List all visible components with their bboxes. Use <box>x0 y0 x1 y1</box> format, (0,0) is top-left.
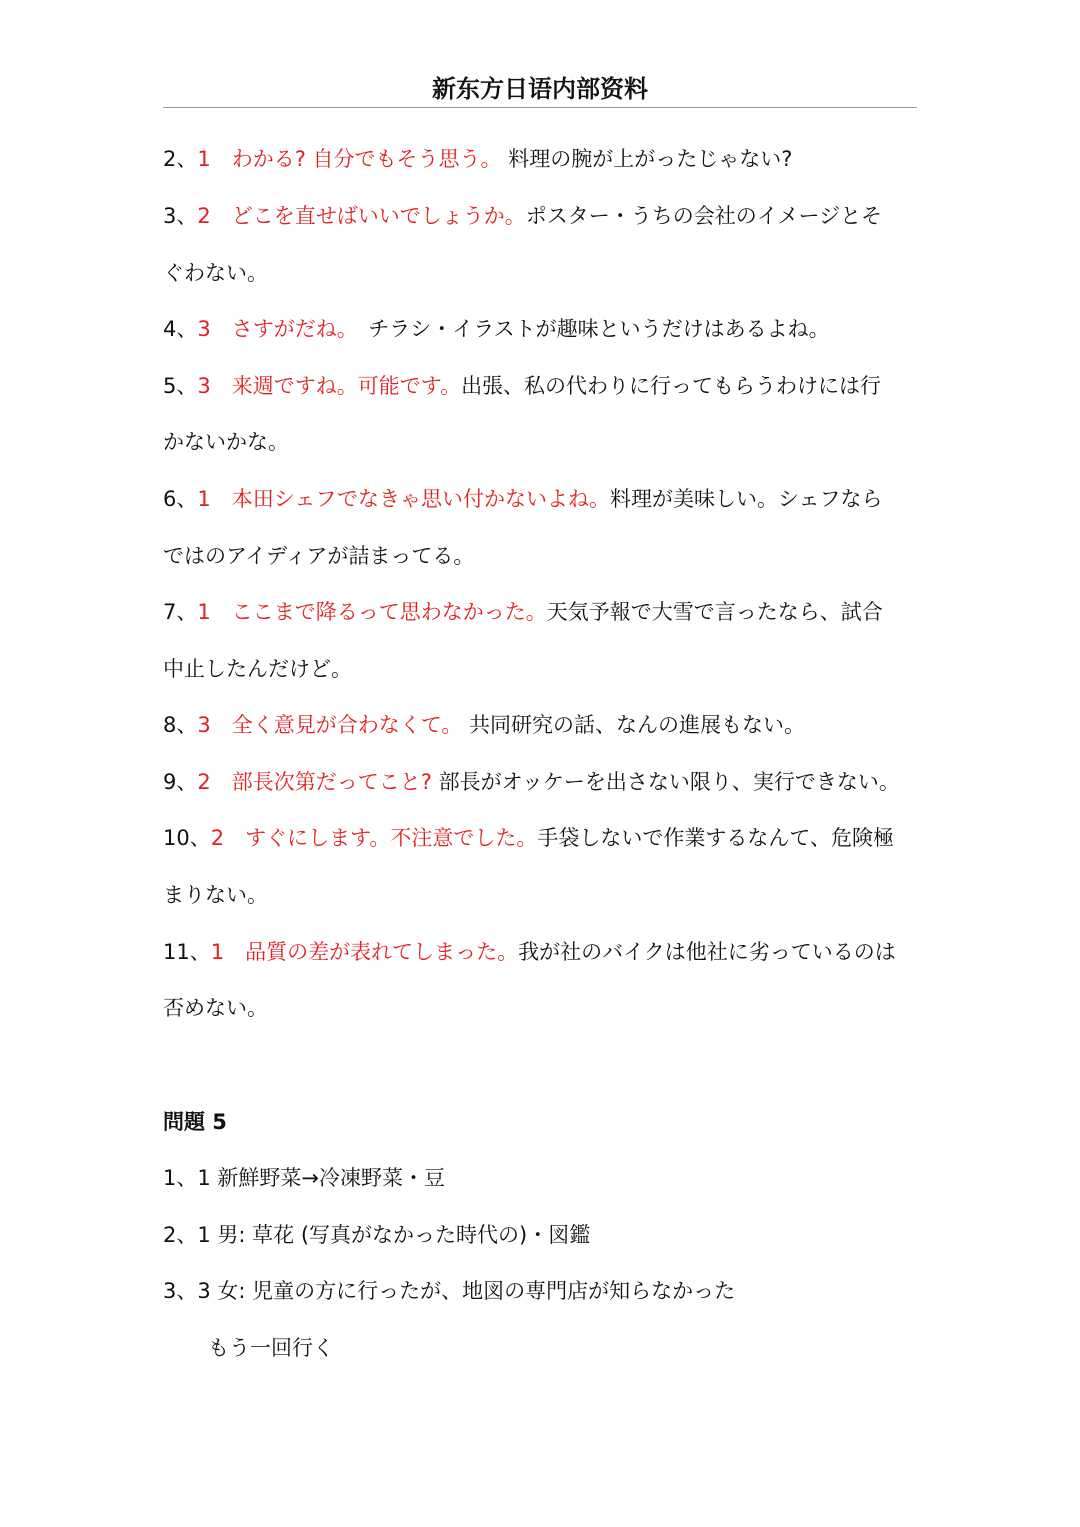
answer-choice: 2 どこを直せばいいでしょうか。 <box>197 204 526 228</box>
section-line: 3、3 女: 児童の方に行ったが、地図の専門店が知らなかった <box>163 1279 736 1303</box>
section-line: 1、1 新鮮野菜→冷凍野菜・豆 <box>163 1166 445 1190</box>
answer-line <box>163 823 923 853</box>
item-text: 我が社のバイクは他社に劣っているのは <box>518 940 896 964</box>
item-text: 手袋しないで作業するなんて、危険極 <box>537 826 895 850</box>
item-text: 出張、私の代わりに行ってもらうわけには行 <box>461 374 882 398</box>
header-divider <box>163 107 917 108</box>
answer-line <box>163 201 923 231</box>
item-text: チラシ・イラストが趣味というだけはあるよね。 <box>347 317 830 341</box>
section-line: 2、1 男: 草花 (写真がなかった時代の)・図鑑 <box>163 1223 591 1247</box>
answer-line-continuation: かないかな。 <box>163 430 289 454</box>
item-number: 4、 <box>163 317 198 341</box>
answer-choice: 3 来週ですね。可能です。 <box>197 374 462 398</box>
item-text: 料理の腕が上がったじゃない? <box>501 147 793 171</box>
answer-choice: 1 ここまで降るって思わなかった。 <box>197 600 547 624</box>
answer-choice: 2 部長次第だってこと? <box>197 770 432 794</box>
item-number: 11、 <box>163 940 211 964</box>
answer-choice: 2 すぐにします。不注意でした。 <box>210 826 538 850</box>
answer-line <box>163 144 923 174</box>
item-text: ポスター・うちの会社のイメージとそ <box>525 204 883 228</box>
answer-line <box>163 767 923 797</box>
item-number: 8、 <box>163 713 198 737</box>
item-number: 6、 <box>163 487 198 511</box>
section-line-indented: もう一回行く <box>208 1336 334 1360</box>
answer-choice: 3 さすがだね。 <box>197 317 348 341</box>
answer-line-continuation: まりない。 <box>163 883 268 907</box>
answer-line-continuation: ではのアイディアが詰まってる。 <box>163 544 475 568</box>
answer-line-continuation: ぐわない。 <box>163 261 268 285</box>
item-number: 9、 <box>163 770 198 794</box>
item-text: 部長がオッケーを出さない限り、実行できない。 <box>431 770 900 794</box>
answer-line-continuation: 中止したんだけど。 <box>163 657 352 681</box>
answer-choice: 1 本田シェフでなきゃ思い付かないよね。 <box>197 487 610 511</box>
item-number: 2、 <box>163 147 198 171</box>
item-number: 5、 <box>163 374 198 398</box>
answer-line <box>163 597 923 627</box>
answer-line <box>163 710 923 740</box>
answer-choice: 1 品質の差が表れてしまった。 <box>210 940 519 964</box>
section-heading: 問題 5 <box>163 1110 227 1134</box>
answer-line <box>163 484 923 514</box>
answer-line <box>163 937 923 967</box>
answer-line <box>163 314 923 344</box>
answer-line-continuation: 否めない。 <box>163 996 268 1020</box>
item-number: 10、 <box>163 826 211 850</box>
item-number: 7、 <box>163 600 198 624</box>
item-number: 3、 <box>163 204 198 228</box>
page-header-title: 新东方日语内部资料 <box>432 74 648 103</box>
item-text: 天気予報で大雪で言ったなら、試合 <box>546 600 883 624</box>
answer-line <box>163 371 923 401</box>
item-text: 料理が美味しい。シェフなら <box>609 487 883 511</box>
answer-choice: 3 全く意見が合わなくて。 <box>197 713 463 737</box>
answer-choice: 1 わかる? 自分でもそう思う。 <box>197 147 502 171</box>
item-text: 共同研究の話、なんの進展もない。 <box>462 713 806 737</box>
